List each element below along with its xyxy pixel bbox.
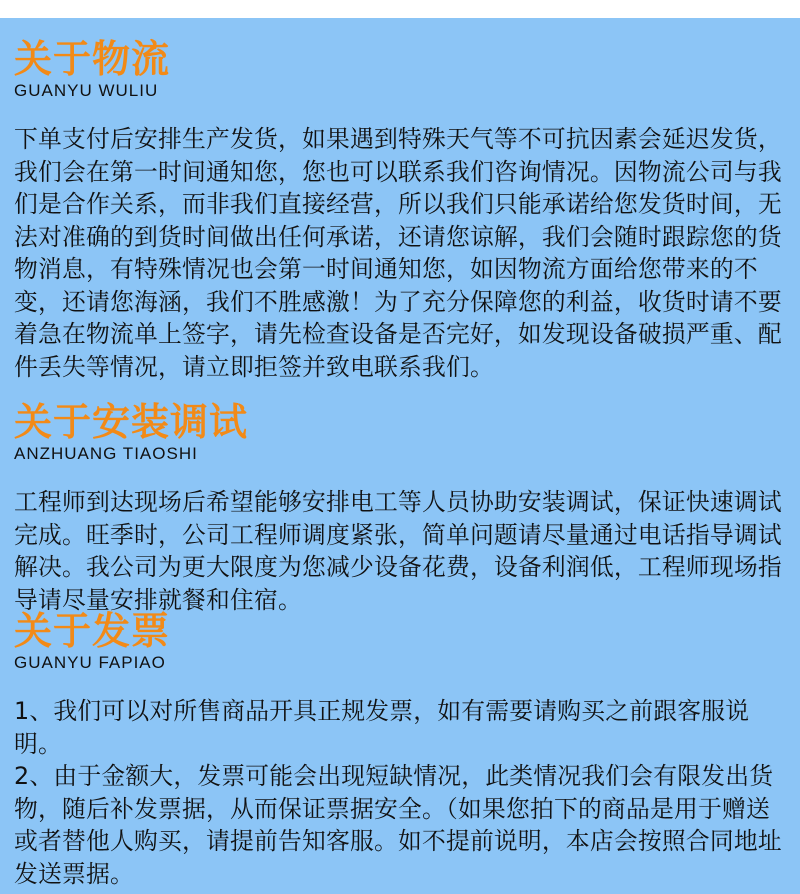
- section-title: 关于安装调试: [14, 400, 249, 444]
- section-title: 关于物流: [14, 37, 171, 81]
- section-paragraph: 1、我们可以对所售商品开具正规发票，如有需要请购买之前跟客服说明。: [14, 697, 750, 758]
- section-subtitle: GUANYU WULIU: [14, 81, 159, 100]
- section-logistics: [14, 38, 790, 383]
- top-white-strip: [0, 0, 800, 18]
- section-subtitle: GUANYU FAPIAO: [14, 653, 166, 672]
- content-panel: [0, 18, 800, 894]
- section-title: 关于发票: [14, 609, 171, 653]
- section-installation: [14, 401, 790, 616]
- section-paragraph: 2、由于金额大，发票可能会出现短缺情况，此类情况我们会有限发出货物，随后补发票据，从而保证票据安全。（如果您拍下的商品是用于赠送或者替他人购买，请提前告知客服。如不提前说明，本店会按照合同地址发送票据。: [14, 762, 782, 888]
- section-paragraph: 下单支付后安排生产发货，如果遇到特殊天气等不可抗因素会延迟发货，我们会在第一时间通知您，您也可以联系我们咨询情况。因物流公司与我们是合作关系，而非我们直接经营，所以我们只能承诺给您发货时间，无法对准确的到货时间做出任何承诺，还请您谅解，我们会随时跟踪您的货物消息，有特殊情况也会第一时间通知您，如因物流方面给您带来的不变，还请您海涵，我们不胜感激！为了充分保障您的利益，收货时请不要着急在物流单上签字，请先检查设备是否完好，如发现设备破损严重、配件丢失等情况，请立即拒签并致电联系我们。: [14, 125, 782, 381]
- section-subtitle: ANZHUANG TIAOSHI: [14, 444, 198, 463]
- section-paragraph: 工程师到达现场后希望能够安排电工等人员协助安装调试，保证快速调试完成。旺季时，公司工程师调度紧张，简单问题请尽量通过电话指导调试解决。我公司为更大限度为您减少设备花费，设备利润低，工程师现场指导请尽量安排就餐和住宿。: [14, 488, 782, 614]
- section-invoice: [14, 610, 790, 890]
